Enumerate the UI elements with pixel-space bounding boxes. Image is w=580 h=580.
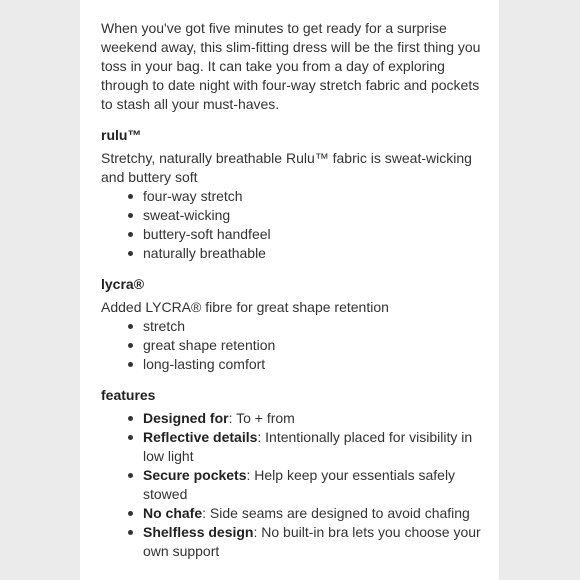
feature-detail: : To + from xyxy=(228,410,295,426)
feature-detail: : Side seams are designed to avoid chafing xyxy=(202,505,470,521)
bullet-icon xyxy=(128,362,133,367)
feature-item xyxy=(143,409,483,428)
list-item-text: four-way stretch xyxy=(143,188,243,204)
lycra-description: Added LYCRA® fibre for great shape retention xyxy=(101,299,389,315)
lycra-heading: lycra® xyxy=(101,276,145,292)
bullet-icon xyxy=(128,251,133,256)
rulu-list xyxy=(101,187,483,263)
feature-item xyxy=(143,504,483,523)
feature-item xyxy=(143,466,483,504)
feature-item xyxy=(143,523,483,561)
list-item-text: buttery-soft handfeel xyxy=(143,226,271,242)
list-item xyxy=(143,225,483,244)
rulu-description: Stretchy, naturally breathable Rulu™ fabric is sweat-wicking and buttery soft xyxy=(101,150,472,185)
bullet-icon xyxy=(128,324,133,329)
feature-term: Reflective details xyxy=(143,429,258,445)
feature-detail: : No built-in bra lets you choose your own support xyxy=(143,524,481,559)
list-item-text: stretch xyxy=(143,318,186,334)
feature-term: Shelfless design xyxy=(143,524,254,540)
product-description-panel xyxy=(80,0,499,580)
list-item xyxy=(143,355,483,374)
bullet-icon xyxy=(128,435,133,440)
features-list xyxy=(101,409,483,561)
feature-term: Secure pockets xyxy=(143,467,247,483)
bullet-icon xyxy=(128,416,133,421)
feature-detail: : Intentionally placed for visibility in low light xyxy=(143,429,473,464)
intro-paragraph: When you've got five minutes to get ready for a surprise weekend away, this slim-fitting dress will be the first thing you toss in your bag. It can take you from a day of exploring through to date night with four-way stretch fabric and pockets to stash all your must-haves. xyxy=(101,20,481,112)
bullet-icon xyxy=(128,213,133,218)
bullet-icon xyxy=(128,530,133,535)
list-item-text: naturally breathable xyxy=(143,245,266,261)
list-item-text: long-lasting comfort xyxy=(143,356,266,372)
list-item xyxy=(143,336,483,355)
bullet-icon xyxy=(128,232,133,237)
features-heading: features xyxy=(101,387,156,403)
list-item-text: great shape retention xyxy=(143,337,276,353)
list-item xyxy=(143,244,483,263)
list-item xyxy=(143,206,483,225)
rulu-heading: rulu™ xyxy=(101,127,142,143)
bullet-icon xyxy=(128,473,133,478)
feature-term: No chafe xyxy=(143,505,203,521)
feature-term: Designed for xyxy=(143,410,229,426)
list-item xyxy=(143,187,483,206)
feature-item xyxy=(143,428,483,466)
bullet-icon xyxy=(128,194,133,199)
list-item xyxy=(143,317,483,336)
feature-detail: : Help keep your essentials safely stowed xyxy=(143,467,456,502)
lycra-list xyxy=(101,317,483,374)
bullet-icon xyxy=(128,343,133,348)
list-item-text: sweat-wicking xyxy=(143,207,231,223)
bullet-icon xyxy=(128,511,133,516)
